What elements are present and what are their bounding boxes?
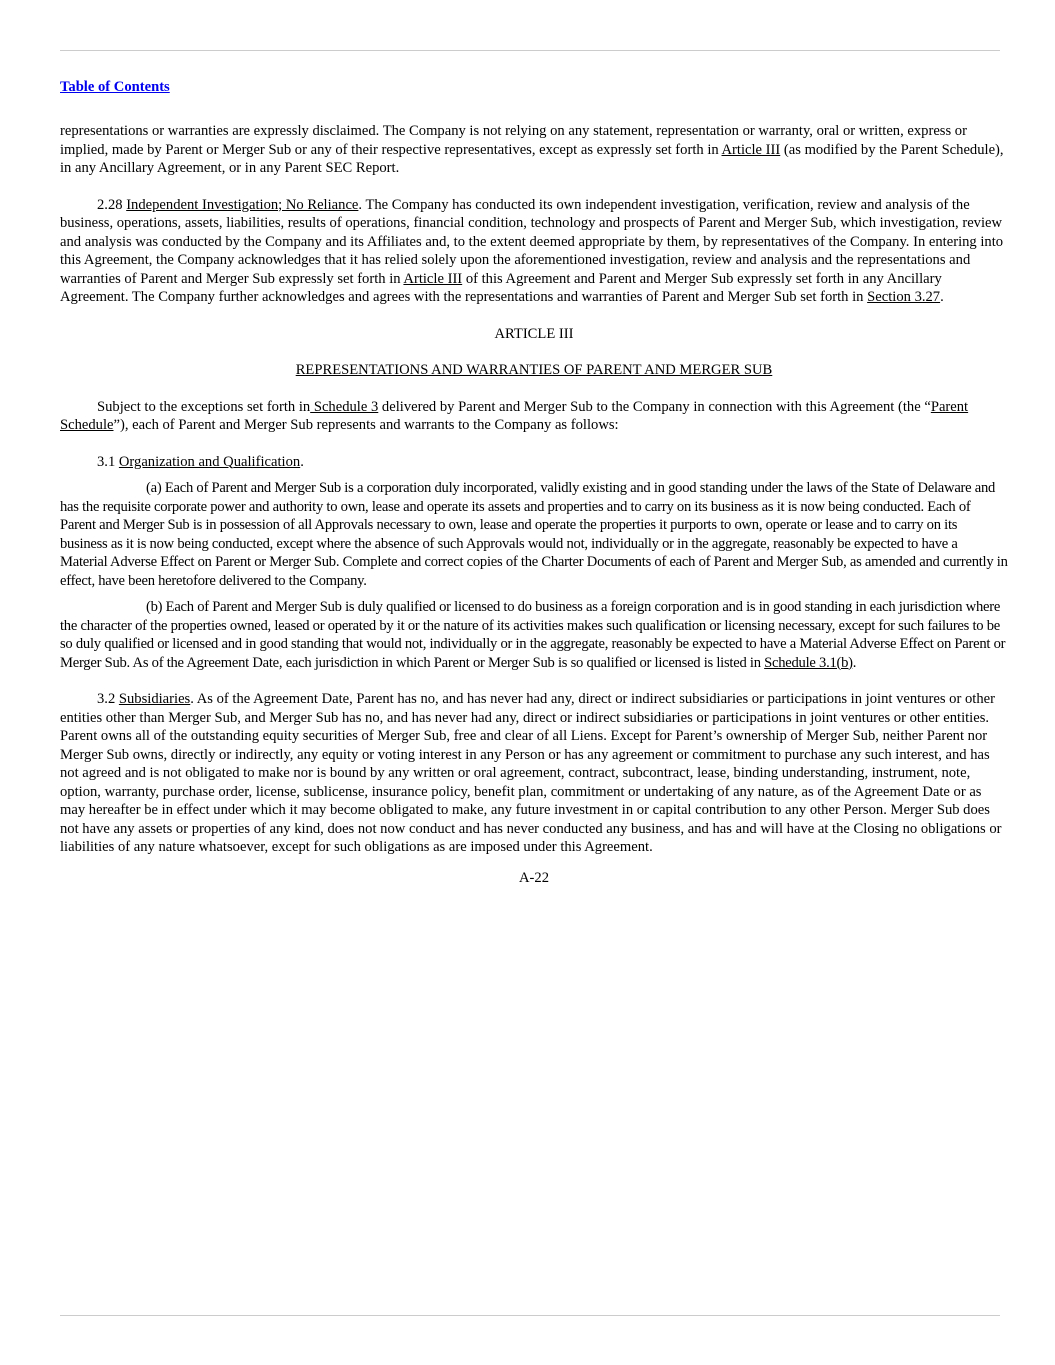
section-3-1-b bbox=[60, 598, 1008, 672]
text-segment: delivered by Parent and Merger Sub to the Company in connection with this Agreement (the “ bbox=[378, 398, 931, 415]
text-segment: representations or warranties are expressly disclaimed. The Company is not relying on any statement, representation or warranty, oral or written, express or implied, made by Parent or Merger Sub or any of their respective representatives, except as expressly set forth in bbox=[60, 123, 967, 158]
text-segment: . As of the Agreement Date, Parent has no, and has never had any, direct or indirect subsidiaries or participations in joint ventures or other entities other than Merger Sub, and Merger Sub has no, and has never had any, direct or indirect subsidiaries or participations in joint ventures or other entities. Parent owns all of the outstanding equity securities of Merger Sub, free and clear of all Liens. Except for Parent’s ownership of Merger Sub, neither Parent nor Merger Sub owns, directly or indirectly, any equity or voting interest in any Person or has any agreement or commitment to purchase any such interest, and has not agreed and is not obligated to make nor is bound by any written or oral agreement, contract, subcontract, lease, binding understanding, instrument, note, option, warranty, purchase order, license, sublicense, insurance policy, benefit plan, commitment or undertaking of any nature, as of the Agreement Date or as may hereafter be in effect under which it may become obligated to make, any future investment in or capital contribution to any other Person. Merger Sub does not have any assets or properties of any kind, does not now conduct and has never conducted any business, and has and will have at the Closing no obligations or liabilities of any nature whatsoever, except for such obligations as are imposed under this Agreement. bbox=[60, 691, 1002, 855]
section-3-1-heading bbox=[60, 453, 1008, 472]
cross-reference-link: Schedule 3 bbox=[310, 398, 379, 415]
article-intro bbox=[60, 398, 1008, 435]
section-3-1-a bbox=[60, 479, 1008, 590]
text-segment: ARTICLE III bbox=[494, 325, 574, 342]
bottom-divider bbox=[60, 1315, 1000, 1316]
page-number: A-22 bbox=[519, 869, 549, 886]
text-segment: 3.1 bbox=[97, 453, 119, 470]
cross-reference-link: Schedule 3.1(b) bbox=[764, 654, 853, 671]
table-of-contents-link[interactable]: Table of Contents bbox=[60, 79, 170, 95]
text-segment: Subject to the exceptions set forth in bbox=[97, 398, 311, 415]
cross-reference-link: Independent Investigation; No Reliance bbox=[126, 196, 359, 213]
article-title bbox=[60, 361, 1008, 380]
text-segment: (a) Each of Parent and Merger Sub is a corporation duly incorporated, validly existing and in good standing under the laws of the State of Delaware and has the requisite corporate power and authority to own, lease and operate its assets and properties and to carry on its business as it is now being conducted. Each of Parent and Merger Sub is in possession of all Approvals necessary to own, lease and operate the properties it purports to own, operate or lease and to carry on its business as it is now being conducted, except where the absence of such Approvals would not, individually or in the aggregate, reasonably be expected to have a Material Adverse Effect on Parent or Merger Sub. Complete and correct copies of the Charter Documents of each of Parent and Merger Sub, as amended and currently in effect, have been heretofore delivered to the Company. bbox=[60, 480, 1008, 589]
paragraph-disclaimer bbox=[60, 122, 1008, 178]
cross-reference-link: Article III bbox=[403, 270, 463, 287]
text-segment: . bbox=[852, 654, 857, 671]
text-segment: (as modified by the Parent Schedule), in any Ancillary Agreement, or in any Parent SEC Report. bbox=[60, 141, 1004, 176]
text-segment: . The Company has conducted its own independent investigation, verification, review and analysis of the business, operations, assets, liabilities, results of operations, financial condition, technology and prospects of Parent and Merger Sub, which investigation, review and analysis was conducted by the Company and its Affiliates and, to the extent deemed appropriate by them, by representatives of the Company. In entering into this Agreement, the Company acknowledges that it has relied solely upon the aforementioned investigation, review and analysis and the representations and warranties of Parent and Merger Sub expressly set forth in bbox=[60, 196, 1004, 287]
text-segment: . bbox=[940, 289, 944, 305]
cross-reference-link: Parent Schedule bbox=[60, 398, 969, 433]
cross-reference-link: Subsidiaries bbox=[118, 691, 191, 707]
text-segment: 2.28 bbox=[97, 196, 127, 213]
top-divider bbox=[60, 50, 1000, 51]
text-segment: (b) Each of Parent and Merger Sub is duly qualified or licensed to do business as a foreign corporation and is in good standing in each jurisdiction where the character of the properties owned, leased or operated by it or the nature of its activities makes such qualification or licensing necessary, except for such failures to be so duly qualified or licensed and in good standing that would not, individually or in the aggregate, reasonably be expected to have a Material Adverse Effect on Parent or Merger Sub. As of the Agreement Date, each jurisdiction in which Parent or Merger Sub is so qualified or licensed is listed in bbox=[60, 599, 1006, 671]
text-segment: 3.2 bbox=[97, 691, 119, 707]
text-segment: of this Agreement and Parent and Merger Sub expressly set forth in any Ancillary Agreement. The Company further acknowledges and agrees with the representations and warranties of Parent and Merger Sub set forth in bbox=[60, 270, 942, 305]
text-segment: . bbox=[300, 453, 304, 470]
cross-reference-link: REPRESENTATIONS AND WARRANTIES OF PARENT AND MERGER SUB bbox=[295, 362, 773, 378]
text-segment: ”), each of Parent and Merger Sub represents and warrants to the Company as follows: bbox=[113, 417, 619, 433]
cross-reference-link: Section 3.27 bbox=[867, 289, 941, 305]
cross-reference-link: Organization and Qualification bbox=[118, 453, 301, 470]
document-body bbox=[60, 122, 1008, 887]
article-heading bbox=[60, 325, 1008, 344]
section-2-28 bbox=[60, 196, 1008, 307]
section-3-2 bbox=[60, 690, 1008, 857]
cross-reference-link: Article III bbox=[721, 141, 781, 158]
